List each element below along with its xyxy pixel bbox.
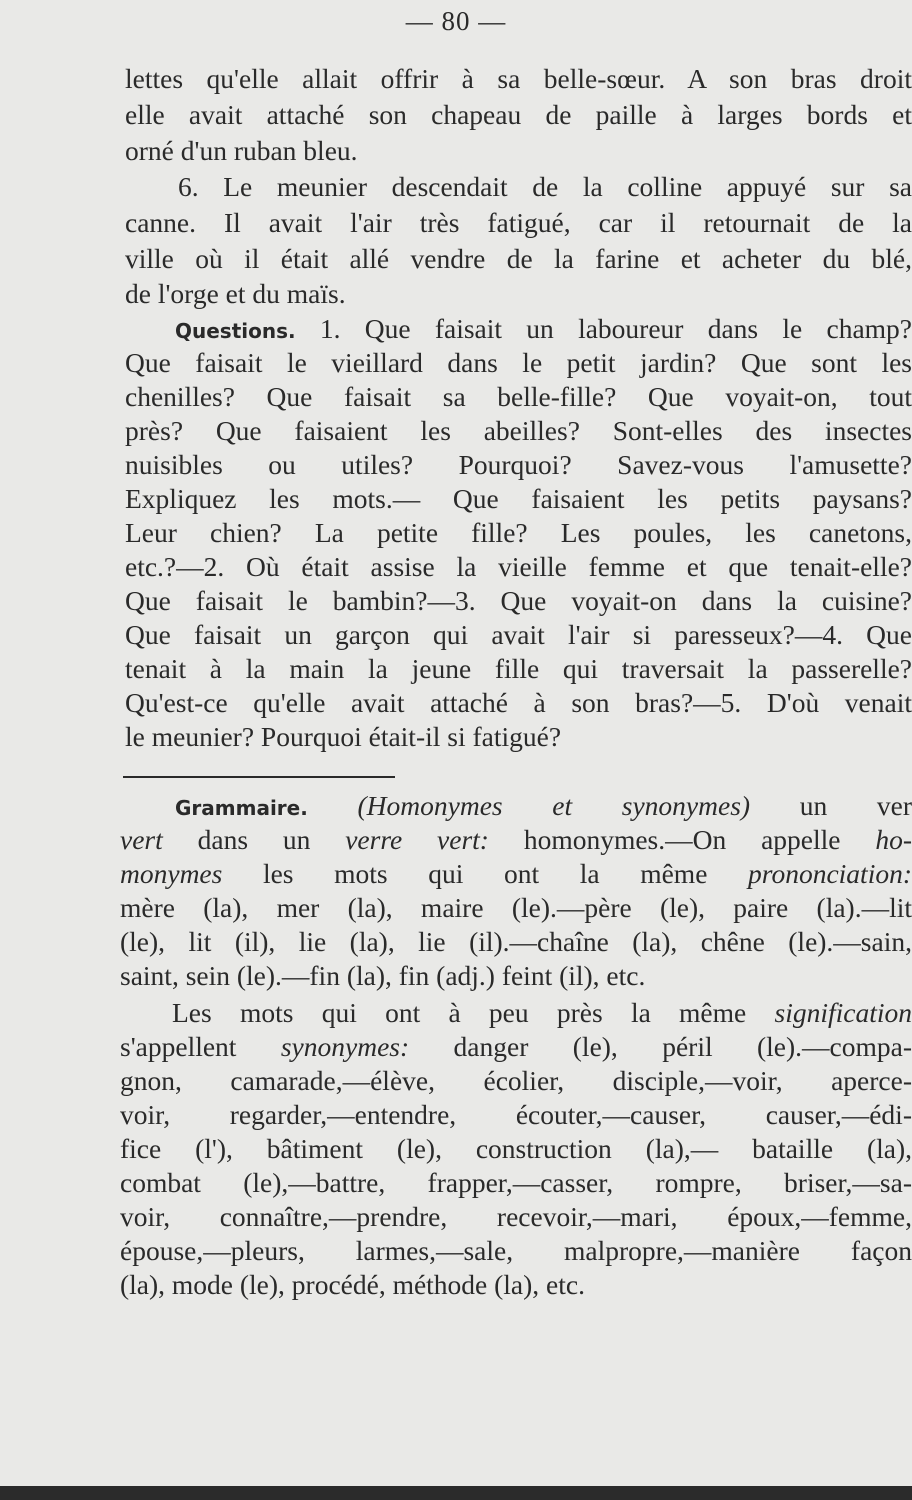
text-line: Que faisait le bambin?—3. Que voyait-on dans la cuisine? xyxy=(125,585,912,616)
line-tail-italic: ho- xyxy=(875,824,912,855)
text-line: canne. Il avait l'air très fatigué, car il retournait de la xyxy=(125,207,912,238)
text-line: voir, connaître,—prendre, recevoir,—mari, époux,—femme, xyxy=(120,1201,912,1232)
text-line: Que faisait un garçon qui avait l'air si paresseux?—4. Que xyxy=(125,619,912,650)
text-line: de l'orge et du maïs. xyxy=(125,278,346,309)
text-line: épouse,—pleurs, larmes,—sale, malpropre,—manière façon xyxy=(120,1235,912,1266)
questions-line: Questions. 1. Que faisait un laboureur dans le champ? xyxy=(175,313,912,344)
text-line: (la), mode (le), procédé, méthode (la), etc. xyxy=(120,1269,585,1300)
text-line: orné d'un ruban bleu. xyxy=(125,135,358,166)
text-line: nuisibles ou utiles? Pourquoi? Savez-vous l'amusette? xyxy=(125,449,912,480)
scan-edge xyxy=(0,1486,912,1500)
text-line: Les mots qui ont à peu près la même signification xyxy=(172,997,912,1028)
text-line: saint, sein (le).—fin (la), fin (adj.) feint (il), etc. xyxy=(120,960,646,991)
text-line: le meunier? Pourquoi était-il si fatigué? xyxy=(125,721,562,752)
text-line: elle avait attaché son chapeau de paille à larges bords et xyxy=(125,99,912,130)
line-tail: homonymes.—On appelle xyxy=(523,824,876,855)
text-line: combat (le),—battre, frapper,—casser, rompre, briser,—sa- xyxy=(120,1167,912,1198)
text-line: ville où il était allé vendre de la farine et acheter du blé, xyxy=(125,243,912,274)
text-line: monymes les mots qui ont la même prononciation: xyxy=(120,858,912,889)
text-line: s'appellent synonymes: danger (le), péril (le).—compa- xyxy=(120,1031,912,1062)
text-line: près? Que faisaient les abeilles? Sont-elles des insectes xyxy=(125,415,912,446)
text-line: fice (l'), bâtiment (le), construction (la),— bataille (la), xyxy=(120,1133,912,1164)
text-line: Que faisait le vieillard dans le petit jardin? Que sont les xyxy=(125,347,912,378)
text-line: tenait à la main la jeune fille qui traversait la passerelle? xyxy=(125,653,912,684)
section-divider xyxy=(123,776,395,778)
text-line: vert dans un verre vert: homonymes.—On appelle ho- xyxy=(120,824,912,855)
text-line: 6. Le meunier descendait de la colline appuyé sur sa xyxy=(178,171,912,202)
text-line: Qu'est-ce qu'elle avait attaché à son bras?—5. D'où venait xyxy=(125,687,912,718)
text-line: chenilles? Que faisait sa belle-fille? Que voyait-on, tout xyxy=(125,381,912,412)
text-line: Leur chien? La petite fille? Les poules, les canetons, xyxy=(125,517,912,548)
page-number: — 80 — xyxy=(405,6,507,36)
grammar-heading: Grammaire. xyxy=(175,796,308,820)
text-line: (le), lit (il), lie (la), lie (il).—chaîne (la), chêne (le).—sain, xyxy=(120,926,912,957)
text-line: voir, regarder,—entendre, écouter,—causer, causer,—édi- xyxy=(120,1099,912,1130)
grammar-line: Grammaire. (Homonymes et synonymes) un ver xyxy=(175,790,912,821)
text-line: Expliquez les mots.— Que faisaient les petits paysans? xyxy=(125,483,912,514)
text-line: mère (la), mer (la), maire (le).—père (le), paire (la).—lit xyxy=(120,892,912,923)
text-line: lettes qu'elle allait offrir à sa belle-sœur. A son bras droit xyxy=(125,63,912,94)
questions-heading: Questions. xyxy=(175,319,296,343)
text-line: gnon, camarade,—élève, écolier, disciple,—voir, aperce- xyxy=(120,1065,912,1096)
text-line: etc.?—2. Où était assise la vieille femme et que tenait-elle? xyxy=(125,551,912,582)
